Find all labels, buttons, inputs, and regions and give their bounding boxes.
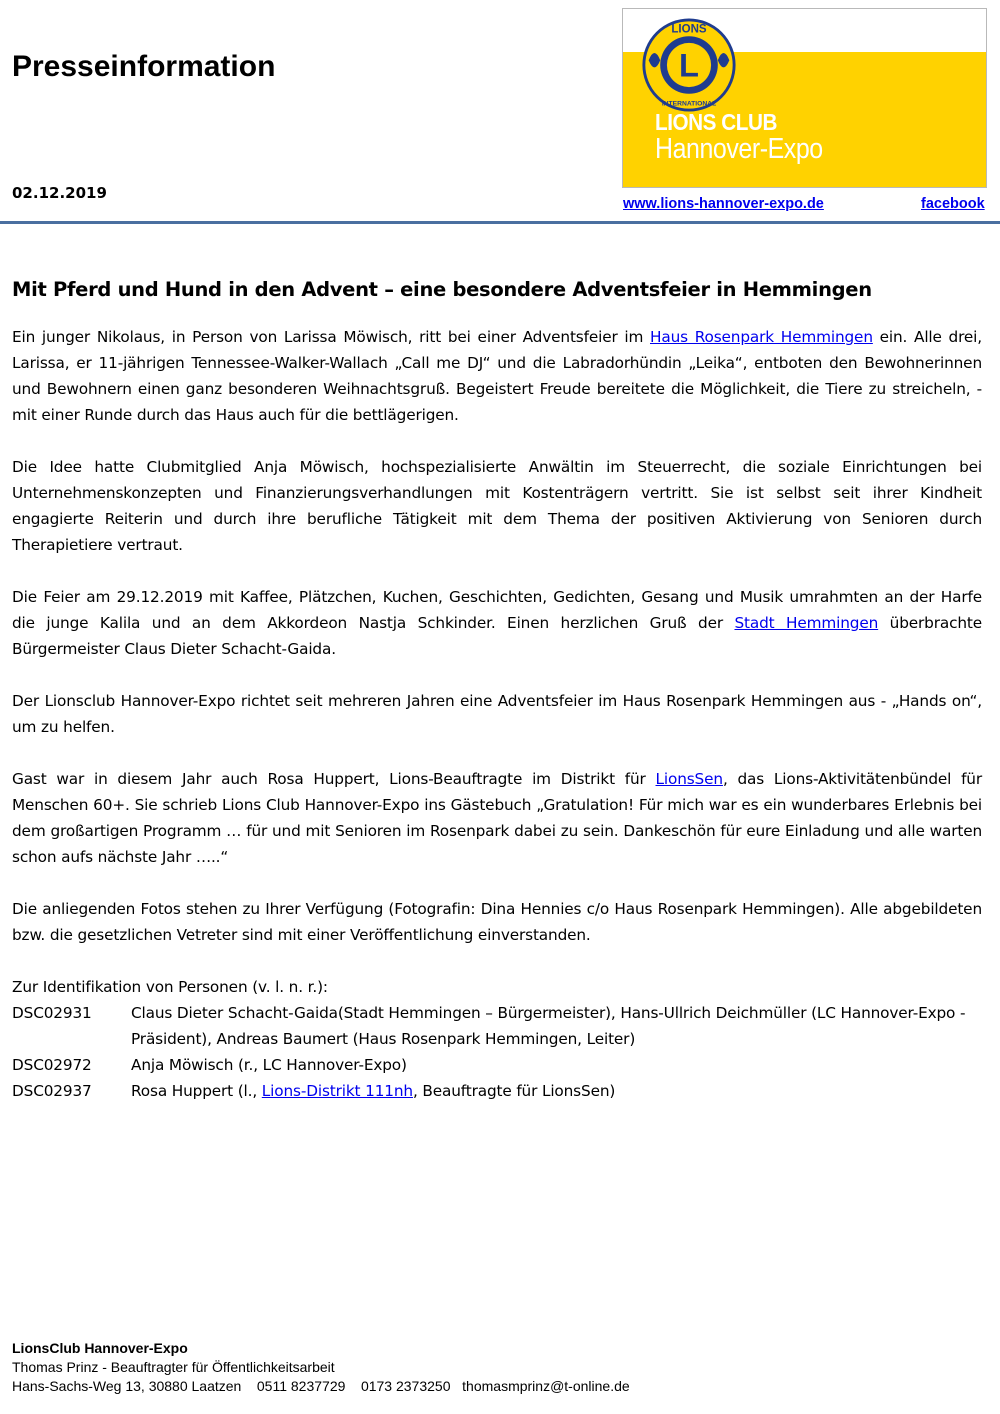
emblem-bottom-text: INTERNATIONAL [661, 100, 717, 108]
page-title: Presseinformation [12, 50, 276, 83]
footer-club-name: LionsClub Hannover-Expo [12, 1340, 188, 1356]
haus-rosenpark-link[interactable]: Haus Rosenpark Hemmingen [650, 328, 873, 346]
paragraph-2: Die Idee hatte Clubmitglied Anja Möwisch, hochspezialisierte Anwältin im Steuerrecht, die soziale Einrichtungen bei Unternehmenskonzepten und Finanzierungsverhandlungen mit Kostenträgern vertritt. Sie ist selbst seit ihrer Kindheit engagierte Reiterin und durch ihre berufliche Tätigkeit mit dem Thema der positiven Aktivierung von Senioren durch Therapietiere vertraut. [12, 458, 982, 554]
photo-identification [12, 974, 982, 1104]
press-date: 02.12.2019 [12, 184, 107, 202]
footer [12, 1339, 630, 1396]
photo-desc-after: , Beauftragte für LionsSen) [412, 1082, 616, 1100]
logo-line-1: LIONS CLUB [655, 109, 778, 135]
p5-text-before: Gast war in diesem Jahr auch Rosa Huppert, Lions-Beauftragte im Distrikt für [12, 770, 656, 788]
paragraph-6: Die anliegenden Fotos stehen zu Ihrer Verfügung (Fotografin: Dina Hennies c/o Haus Rosenpark Hemmingen). Alle abgebildeten bzw. die gesetzlichen Vetreter sind mit einer Veröffentlichung einverstanden. [12, 900, 982, 944]
paragraph-3 [12, 584, 982, 662]
p5-text-after: , das Lions-Aktivitätenbündel für Menschen 60+. Sie schrieb Lions Club Hannover-Expo ins Gästebuch „Gratulation! Für mich war es ein wunderbares Erlebnis bei dem großartigen Programm … für und mit Senioren im Rosenpark dabei zu sein. Dankeschön für eure Einladung und alle warten schon aufs nächste Jahr …..“ [12, 770, 982, 866]
lions-club-logo [622, 8, 987, 188]
photo-description: Claus Dieter Schacht-Gaida(Stadt Hemmingen – Bürgermeister), Hans-Ullrich Deichmüller (LC Hannover-Expo - Präsident), Andreas Baumert (Haus Rosenpark Hemmingen, Leiter) [131, 1004, 966, 1048]
photo-id: DSC02931 [12, 1004, 92, 1022]
paragraph-4: Der Lionsclub Hannover-Expo richtet seit mehreren Jahren eine Adventsfeier im Haus Rosenpark Hemmingen aus - „Hands on“, um zu helfen. [12, 692, 982, 736]
article-body [12, 324, 982, 1104]
photo-row [12, 1000, 982, 1052]
facebook-link[interactable]: facebook [921, 196, 985, 212]
photo-description [131, 1078, 982, 1104]
emblem-top-text: LIONS [671, 23, 707, 36]
lions-distrikt-link[interactable]: Lions-Distrikt 111nh [261, 1082, 413, 1100]
footer-contact-person: Thomas Prinz - Beauftragter für Öffentlichkeitsarbeit [12, 1359, 335, 1375]
photo-row [12, 1078, 982, 1104]
website-link[interactable]: www.lions-hannover-expo.de [623, 196, 824, 212]
lionssen-link[interactable]: LionsSen [655, 770, 723, 788]
photo-id: DSC02937 [12, 1082, 92, 1100]
paragraph-1 [12, 324, 982, 428]
logo-line-2: Hannover-Expo [655, 133, 823, 165]
p3-text-after: überbrachte Bürgermeister Claus Dieter Schacht-Gaida. [12, 614, 982, 658]
lions-emblem-icon [641, 17, 737, 113]
photo-desc-before: Rosa Huppert (l., [131, 1082, 262, 1100]
article-headline: Mit Pferd und Hund in den Advent – eine besondere Adventsfeier in Hemmingen [12, 278, 872, 301]
photo-description: Anja Möwisch (r., LC Hannover-Expo) [131, 1056, 407, 1074]
stadt-hemmingen-link[interactable]: Stadt Hemmingen [734, 614, 879, 632]
photos-intro: Zur Identifikation von Personen (v. l. n. r.): [12, 978, 328, 996]
paragraph-5 [12, 766, 982, 870]
p1-text-after: ein. Alle drei, Larissa, er 11-jährigen Tennessee-Walker-Wallach „Call me DJ“ und die Labradorhündin „Leika“, entboten den Bewohnerinnen und Bewohnern einen ganz besonderen Weihnachtsgruß. Begeistert Freude bereitete die Möglichkeit, die Tiere zu streicheln, - mit einer Runde durch das Haus auch für die bettlägerigen. [12, 328, 982, 424]
emblem-letter: L [679, 46, 699, 84]
header-divider [0, 221, 1000, 224]
p1-text-before: Ein junger Nikolaus, in Person von Larissa Möwisch, ritt bei einer Adventsfeier im [12, 328, 650, 346]
footer-address: Hans-Sachs-Weg 13, 30880 Laatzen 0511 8237729 0173 2373250 thomasmprinz@t-online.de [12, 1378, 630, 1394]
photo-row [12, 1052, 982, 1078]
p3-text-before: Die Feier am 29.12.2019 mit Kaffee, Plätzchen, Kuchen, Geschichten, Gedichten, Gesang und Musik umrahmten an der Harfe die junge Kalila und an dem Akkordeon Nastja Schkinder. Einen herzlichen Gruß der [12, 588, 982, 632]
photo-id: DSC02972 [12, 1056, 92, 1074]
